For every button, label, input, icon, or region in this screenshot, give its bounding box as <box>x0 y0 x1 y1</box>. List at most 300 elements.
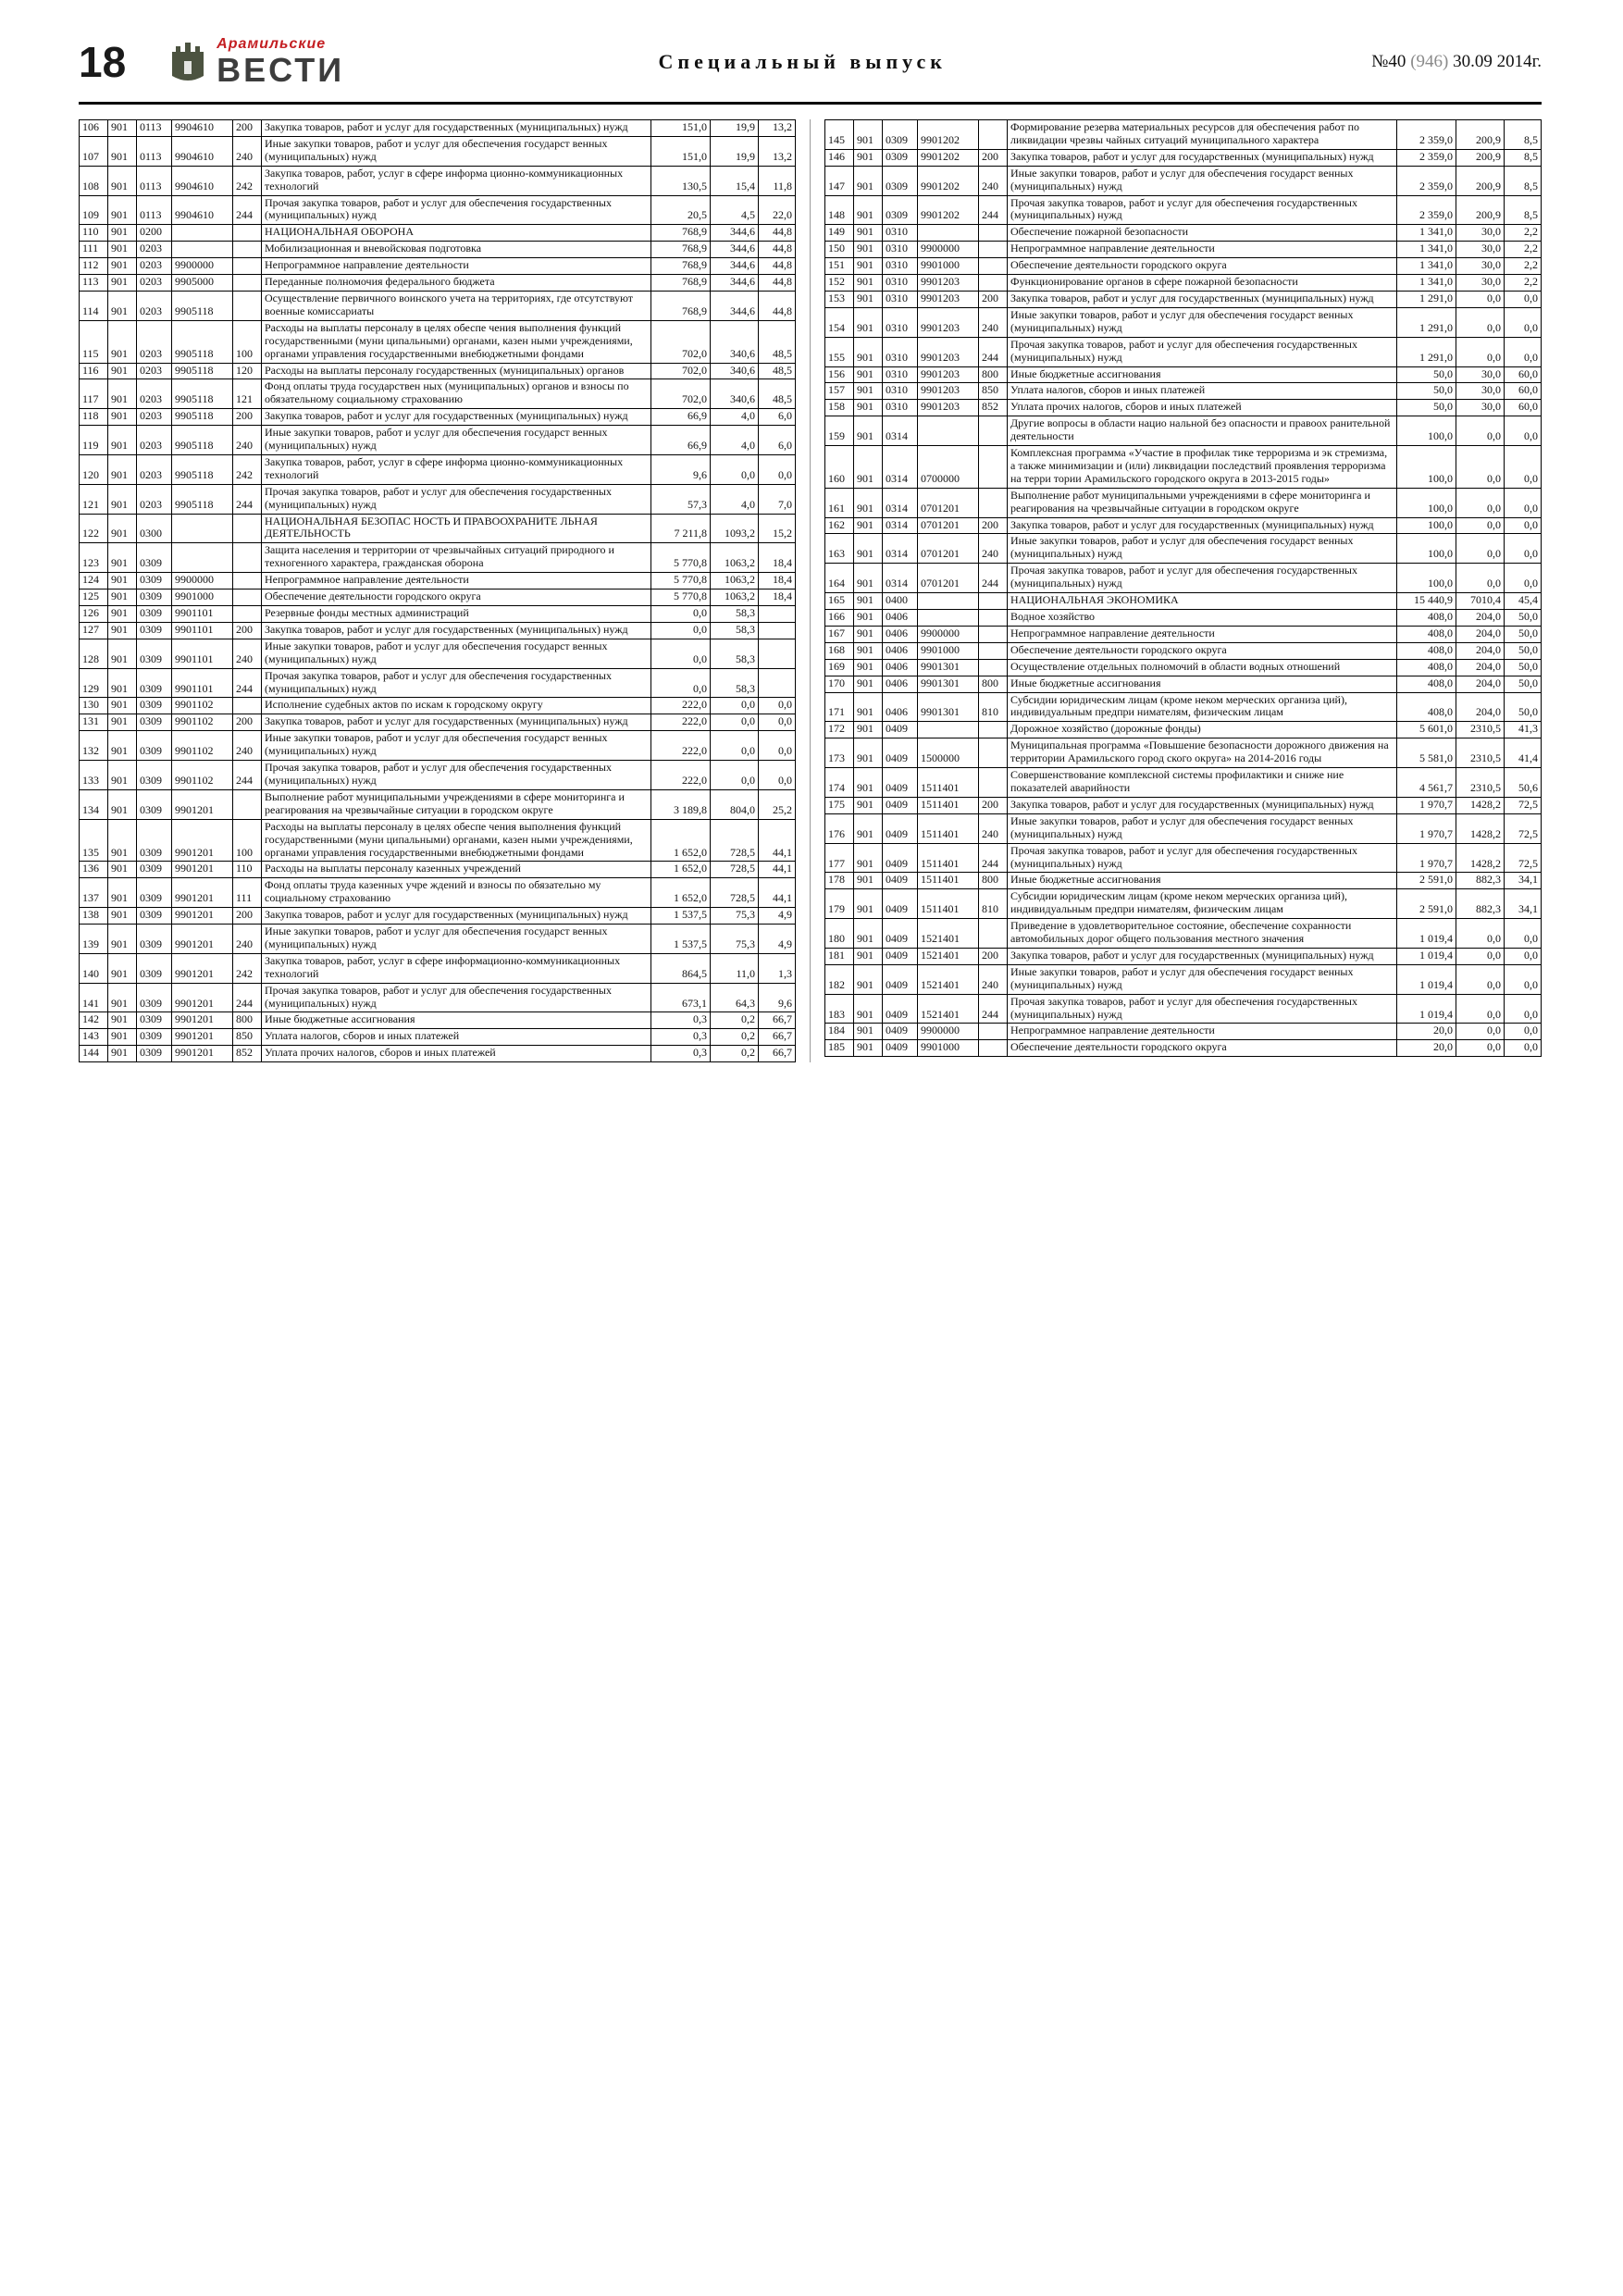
section-code-cell: 0309 <box>137 698 172 714</box>
plan-amount-cell: 100,0 <box>1397 564 1456 593</box>
grbs-code-cell: 901 <box>108 225 137 242</box>
percent-cell: 11,8 <box>759 166 796 195</box>
row-number-cell: 139 <box>80 925 108 954</box>
executed-amount-cell: 204,0 <box>1456 659 1505 676</box>
target-article-cell <box>172 543 233 573</box>
executed-amount-cell: 0,0 <box>1456 994 1505 1024</box>
section-code-cell: 0314 <box>883 416 918 446</box>
table-row <box>825 768 1542 798</box>
grbs-code-cell: 901 <box>854 964 883 994</box>
table-row <box>80 543 796 573</box>
plan-amount-cell: 2 359,0 <box>1397 166 1456 195</box>
expense-type-cell: 120 <box>233 363 262 379</box>
grbs-code-cell: 901 <box>854 275 883 292</box>
percent-cell: 2,2 <box>1505 275 1542 292</box>
table-row <box>825 642 1542 659</box>
table-row <box>825 166 1542 195</box>
name-cell: Резервные фонды местных администраций <box>262 606 651 623</box>
row-number-cell: 136 <box>80 862 108 878</box>
expense-type-cell <box>979 593 1008 610</box>
table-row <box>825 738 1542 768</box>
row-number-cell: 130 <box>80 698 108 714</box>
row-number-cell: 133 <box>80 761 108 790</box>
expense-type-cell: 200 <box>233 908 262 925</box>
target-article-cell: 9901000 <box>918 258 979 275</box>
grbs-code-cell: 901 <box>108 789 137 819</box>
name-cell: Закупка товаров, работ и услуг для государственных (муниципальных) нужд <box>1008 517 1397 534</box>
percent-cell: 50,0 <box>1505 626 1542 642</box>
executed-amount-cell: 200,9 <box>1456 166 1505 195</box>
section-code-cell: 0310 <box>883 383 918 400</box>
table-row <box>825 1024 1542 1040</box>
expense-type-cell: 200 <box>979 149 1008 166</box>
grbs-code-cell: 901 <box>108 953 137 983</box>
percent-cell: 60,0 <box>1505 383 1542 400</box>
grbs-code-cell: 901 <box>108 1046 137 1062</box>
grbs-code-cell: 901 <box>108 878 137 908</box>
target-article-cell: 9901203 <box>918 366 979 383</box>
expense-type-cell: 240 <box>979 813 1008 843</box>
row-number-cell: 145 <box>825 120 854 150</box>
section-code-cell: 0309 <box>137 1029 172 1046</box>
table-row <box>825 994 1542 1024</box>
row-number-cell: 134 <box>80 789 108 819</box>
section-code-cell: 0309 <box>137 1012 172 1029</box>
target-article-cell: 9900000 <box>918 242 979 258</box>
table-row <box>80 878 796 908</box>
target-article-cell: 1521401 <box>918 964 979 994</box>
executed-amount-cell: 4,0 <box>711 484 759 514</box>
plan-amount-cell: 20,5 <box>651 195 711 225</box>
grbs-code-cell: 901 <box>108 426 137 455</box>
row-number-cell: 147 <box>825 166 854 195</box>
plan-amount-cell: 673,1 <box>651 983 711 1012</box>
executed-amount-cell: 0,0 <box>1456 948 1505 964</box>
expense-type-cell: 100 <box>233 819 262 862</box>
expense-type-cell: 121 <box>233 379 262 409</box>
plan-amount-cell: 100,0 <box>1397 446 1456 489</box>
percent-cell: 0,0 <box>1505 517 1542 534</box>
executed-amount-cell: 4,0 <box>711 409 759 426</box>
target-article-cell: 9901201 <box>172 1029 233 1046</box>
executed-amount-cell: 1428,2 <box>1456 813 1505 843</box>
name-cell: Прочая закупка товаров, работ и услуг для обеспечения государственных (муниципальных) нужд <box>1008 195 1397 225</box>
plan-amount-cell: 100,0 <box>1397 416 1456 446</box>
name-cell: Непрограммное направление деятельности <box>262 258 651 275</box>
table-row <box>825 919 1542 949</box>
section-code-cell: 0309 <box>137 983 172 1012</box>
section-code-cell: 0203 <box>137 454 172 484</box>
row-number-cell: 182 <box>825 964 854 994</box>
expense-type-cell: 244 <box>979 564 1008 593</box>
percent-cell: 50,6 <box>1505 768 1542 798</box>
executed-amount-cell: 19,9 <box>711 120 759 137</box>
section-code-cell: 0310 <box>883 400 918 416</box>
expense-type-cell <box>233 789 262 819</box>
row-number-cell: 173 <box>825 738 854 768</box>
plan-amount-cell: 1 291,0 <box>1397 291 1456 307</box>
section-code-cell: 0309 <box>137 878 172 908</box>
target-article-cell: 1511401 <box>918 797 979 813</box>
name-cell: Совершенствование комплексной системы профилактики и сниже ние показателей аварийности <box>1008 768 1397 798</box>
grbs-code-cell: 901 <box>854 258 883 275</box>
percent-cell: 50,0 <box>1505 676 1542 692</box>
grbs-code-cell: 901 <box>108 668 137 698</box>
name-cell: Выполнение работ муниципальными учреждениями в сфере мониторинга и реагирования на чрезвычайные ситуации в городском округе <box>262 789 651 819</box>
name-cell: Обеспечение деятельности городского округа <box>1008 642 1397 659</box>
name-cell: Закупка товаров, работ, услуг в сфере информа ционно-коммуникационных технологий <box>262 166 651 195</box>
table-row <box>825 1040 1542 1057</box>
section-code-cell: 0309 <box>883 195 918 225</box>
percent-cell: 72,5 <box>1505 843 1542 873</box>
target-article-cell: 9900000 <box>172 258 233 275</box>
expense-type-cell <box>979 242 1008 258</box>
executed-amount-cell: 4,0 <box>711 426 759 455</box>
executed-amount-cell: 340,6 <box>711 379 759 409</box>
plan-amount-cell: 1 291,0 <box>1397 337 1456 366</box>
table-row <box>825 593 1542 610</box>
town-crest-icon <box>168 39 207 85</box>
row-number-cell: 117 <box>80 379 108 409</box>
row-number-cell: 128 <box>80 639 108 668</box>
percent-cell: 0,0 <box>1505 534 1542 564</box>
executed-amount-cell: 19,9 <box>711 136 759 166</box>
target-article-cell: 9905000 <box>172 275 233 292</box>
percent-cell: 72,5 <box>1505 813 1542 843</box>
table-row <box>80 195 796 225</box>
section-code-cell: 0406 <box>883 610 918 627</box>
plan-amount-cell: 2 591,0 <box>1397 889 1456 919</box>
executed-amount-cell: 1093,2 <box>711 514 759 543</box>
executed-amount-cell: 200,9 <box>1456 195 1505 225</box>
executed-amount-cell: 58,3 <box>711 639 759 668</box>
row-number-cell: 132 <box>80 731 108 761</box>
right-column <box>824 119 1542 1057</box>
table-row <box>825 564 1542 593</box>
table-row <box>825 337 1542 366</box>
section-code-cell: 0409 <box>883 768 918 798</box>
row-number-cell: 123 <box>80 543 108 573</box>
row-number-cell: 115 <box>80 320 108 363</box>
name-cell: Обеспечение деятельности городского округа <box>1008 258 1397 275</box>
expense-type-cell <box>233 225 262 242</box>
target-article-cell: 9901202 <box>918 149 979 166</box>
column-divider <box>810 119 811 1062</box>
table-row <box>80 862 796 878</box>
section-code-cell: 0409 <box>883 722 918 738</box>
row-number-cell: 166 <box>825 610 854 627</box>
expense-type-cell: 242 <box>233 166 262 195</box>
target-article-cell <box>918 416 979 446</box>
executed-amount-cell: 58,3 <box>711 668 759 698</box>
target-article-cell: 0700000 <box>918 446 979 489</box>
target-article-cell: 1500000 <box>918 738 979 768</box>
target-article-cell: 9901301 <box>918 692 979 722</box>
name-cell: Обеспечение деятельности городского округа <box>1008 1040 1397 1057</box>
section-code-cell: 0203 <box>137 320 172 363</box>
section-code-cell: 0406 <box>883 626 918 642</box>
grbs-code-cell: 901 <box>854 225 883 242</box>
plan-amount-cell: 0,3 <box>651 1029 711 1046</box>
executed-amount-cell: 0,0 <box>1456 517 1505 534</box>
target-article-cell: 1521401 <box>918 948 979 964</box>
target-article-cell: 9901202 <box>918 120 979 150</box>
budget-table-right <box>824 119 1542 1057</box>
section-code-cell: 0203 <box>137 409 172 426</box>
left-column <box>79 119 796 1062</box>
row-number-cell: 135 <box>80 819 108 862</box>
plan-amount-cell: 100,0 <box>1397 517 1456 534</box>
grbs-code-cell: 901 <box>108 622 137 639</box>
percent-cell: 0,0 <box>1505 948 1542 964</box>
target-article-cell: 9901101 <box>172 622 233 639</box>
grbs-code-cell: 901 <box>854 797 883 813</box>
percent-cell: 44,1 <box>759 878 796 908</box>
plan-amount-cell: 768,9 <box>651 258 711 275</box>
row-number-cell: 185 <box>825 1040 854 1057</box>
section-code-cell: 0309 <box>137 606 172 623</box>
name-cell: Переданные полномочия федерального бюджета <box>262 275 651 292</box>
table-row <box>825 873 1542 889</box>
plan-amount-cell: 1 652,0 <box>651 862 711 878</box>
target-article-cell: 9901201 <box>172 819 233 862</box>
section-code-cell: 0309 <box>137 731 172 761</box>
percent-cell: 72,5 <box>1505 797 1542 813</box>
name-cell: Прочая закупка товаров, работ и услуг для обеспечения государственных (муниципальных) нужд <box>262 195 651 225</box>
plan-amount-cell: 50,0 <box>1397 383 1456 400</box>
plan-amount-cell: 4 561,7 <box>1397 768 1456 798</box>
table-row <box>825 242 1542 258</box>
name-cell: Прочая закупка товаров, работ и услуг для обеспечения государственных (муниципальных) нужд <box>262 668 651 698</box>
table-row <box>80 1012 796 1029</box>
name-cell: Обеспечение деятельности городского округа <box>262 590 651 606</box>
executed-amount-cell: 58,3 <box>711 606 759 623</box>
grbs-code-cell: 901 <box>854 534 883 564</box>
target-article-cell: 9901201 <box>172 908 233 925</box>
plan-amount-cell: 1 019,4 <box>1397 964 1456 994</box>
plan-amount-cell: 1 970,7 <box>1397 797 1456 813</box>
section-code-cell: 0309 <box>137 714 172 731</box>
target-article-cell: 1511401 <box>918 873 979 889</box>
table-row <box>825 416 1542 446</box>
plan-amount-cell: 222,0 <box>651 698 711 714</box>
executed-amount-cell: 0,0 <box>1456 488 1505 517</box>
row-number-cell: 177 <box>825 843 854 873</box>
row-number-cell: 170 <box>825 676 854 692</box>
expense-type-cell: 200 <box>979 948 1008 964</box>
percent-cell: 2,2 <box>1505 225 1542 242</box>
page-header <box>79 28 1542 96</box>
percent-cell: 8,5 <box>1505 166 1542 195</box>
executed-amount-cell: 728,5 <box>711 862 759 878</box>
grbs-code-cell: 901 <box>108 639 137 668</box>
plan-amount-cell: 864,5 <box>651 953 711 983</box>
table-row <box>80 320 796 363</box>
name-cell: Иные закупки товаров, работ и услуг для обеспечения государст венных (муниципальных) нужд <box>1008 964 1397 994</box>
percent-cell: 0,0 <box>1505 1040 1542 1057</box>
section-code-cell: 0203 <box>137 363 172 379</box>
grbs-code-cell: 901 <box>108 983 137 1012</box>
row-number-cell: 120 <box>80 454 108 484</box>
table-row <box>80 136 796 166</box>
name-cell: Другие вопросы в области нацио нальной без опасности и правоох ранительной деятельности <box>1008 416 1397 446</box>
executed-amount-cell: 75,3 <box>711 908 759 925</box>
table-row <box>80 291 796 320</box>
name-cell: Прочая закупка товаров, работ и услуг для обеспечения государственных (муниципальных) нужд <box>262 983 651 1012</box>
section-code-cell: 0203 <box>137 291 172 320</box>
row-number-cell: 183 <box>825 994 854 1024</box>
executed-amount-cell: 0,0 <box>1456 337 1505 366</box>
grbs-code-cell: 901 <box>108 573 137 590</box>
plan-amount-cell: 100,0 <box>1397 488 1456 517</box>
grbs-code-cell: 901 <box>854 722 883 738</box>
table-row <box>825 948 1542 964</box>
executed-amount-cell: 344,6 <box>711 275 759 292</box>
row-number-cell: 140 <box>80 953 108 983</box>
plan-amount-cell: 222,0 <box>651 761 711 790</box>
table-row <box>80 454 796 484</box>
percent-cell: 50,0 <box>1505 659 1542 676</box>
name-cell: Иные закупки товаров, работ и услуг для обеспечения государст венных (муниципальных) нужд <box>262 925 651 954</box>
table-row <box>825 383 1542 400</box>
name-cell: Уплата прочих налогов, сборов и иных платежей <box>1008 400 1397 416</box>
section-code-cell: 0409 <box>883 994 918 1024</box>
executed-amount-cell: 0,0 <box>1456 564 1505 593</box>
expense-type-cell <box>233 573 262 590</box>
name-cell: Закупка товаров, работ и услуг для государственных (муниципальных) нужд <box>262 908 651 925</box>
name-cell: Закупка товаров, работ и услуг для государственных (муниципальных) нужд <box>262 120 651 137</box>
executed-amount-cell: 2310,5 <box>1456 738 1505 768</box>
table-row <box>825 258 1542 275</box>
executed-amount-cell: 2310,5 <box>1456 722 1505 738</box>
name-cell: Уплата налогов, сборов и иных платежей <box>1008 383 1397 400</box>
percent-cell <box>759 606 796 623</box>
executed-amount-cell: 344,6 <box>711 258 759 275</box>
expense-type-cell: 850 <box>233 1029 262 1046</box>
executed-amount-cell: 882,3 <box>1456 873 1505 889</box>
target-article-cell: 1511401 <box>918 813 979 843</box>
table-row <box>825 659 1542 676</box>
executed-amount-cell: 30,0 <box>1456 225 1505 242</box>
grbs-code-cell: 901 <box>854 366 883 383</box>
plan-amount-cell: 57,3 <box>651 484 711 514</box>
plan-amount-cell: 0,3 <box>651 1012 711 1029</box>
target-article-cell: 9901203 <box>918 291 979 307</box>
section-code-cell: 0409 <box>883 1024 918 1040</box>
row-number-cell: 109 <box>80 195 108 225</box>
name-cell: Расходы на выплаты персоналу казенных учреждений <box>262 862 651 878</box>
row-number-cell: 122 <box>80 514 108 543</box>
section-code-cell: 0113 <box>137 136 172 166</box>
expense-type-cell <box>233 258 262 275</box>
issue-info <box>1371 52 1542 72</box>
name-cell: Иные закупки товаров, работ и услуг для обеспечения государст венных (муниципальных) нужд <box>262 136 651 166</box>
percent-cell: 18,4 <box>759 590 796 606</box>
name-cell: Комплексная программа «Участие в профилак тике терроризма и эк стремизма, а также минимизации и (или) ликвидации последствий проявления терроризма на терри тории Арамильского городского округа в 2013-2015 годы» <box>1008 446 1397 489</box>
executed-amount-cell: 204,0 <box>1456 692 1505 722</box>
grbs-code-cell: 901 <box>854 120 883 150</box>
target-article-cell: 9900000 <box>172 573 233 590</box>
name-cell: Прочая закупка товаров, работ и услуг для обеспечения государственных (муниципальных) нужд <box>262 761 651 790</box>
table-row <box>80 1046 796 1062</box>
plan-amount-cell: 768,9 <box>651 291 711 320</box>
section-code-cell: 0309 <box>137 761 172 790</box>
section-code-cell: 0309 <box>137 590 172 606</box>
grbs-code-cell: 901 <box>108 514 137 543</box>
row-number-cell: 165 <box>825 593 854 610</box>
percent-cell <box>759 668 796 698</box>
target-article-cell: 9901201 <box>172 983 233 1012</box>
percent-cell: 4,9 <box>759 908 796 925</box>
section-code-cell: 0409 <box>883 919 918 949</box>
expense-type-cell <box>979 120 1008 150</box>
name-cell: Прочая закупка товаров, работ и услуг для обеспечения государственных (муниципальных) нужд <box>1008 337 1397 366</box>
target-article-cell: 1511401 <box>918 843 979 873</box>
section-code-cell: 0300 <box>137 514 172 543</box>
name-cell: Функционирование органов в сфере пожарной безопасности <box>1008 275 1397 292</box>
table-row <box>825 275 1542 292</box>
grbs-code-cell: 901 <box>108 908 137 925</box>
plan-amount-cell: 0,0 <box>651 622 711 639</box>
name-cell: Обеспечение пожарной безопасности <box>1008 225 1397 242</box>
executed-amount-cell: 0,0 <box>1456 964 1505 994</box>
grbs-code-cell: 901 <box>108 1012 137 1029</box>
table-row <box>80 731 796 761</box>
percent-cell: 4,9 <box>759 925 796 954</box>
plan-amount-cell: 1 019,4 <box>1397 994 1456 1024</box>
target-article-cell: 0701201 <box>918 488 979 517</box>
executed-amount-cell: 882,3 <box>1456 889 1505 919</box>
table-row <box>80 983 796 1012</box>
plan-amount-cell: 768,9 <box>651 275 711 292</box>
table-row <box>825 195 1542 225</box>
executed-amount-cell: 0,0 <box>1456 446 1505 489</box>
executed-amount-cell: 30,0 <box>1456 400 1505 416</box>
row-number-cell: 137 <box>80 878 108 908</box>
name-cell: Расходы на выплаты персоналу в целях обеспе чения выполнения функций государственными (муни ципальными) органами, казен ными учреждениями, органами управления государственными внебюджетными фондами <box>262 320 651 363</box>
plan-amount-cell: 408,0 <box>1397 659 1456 676</box>
percent-cell: 0,0 <box>759 454 796 484</box>
row-number-cell: 160 <box>825 446 854 489</box>
row-number-cell: 176 <box>825 813 854 843</box>
target-article-cell: 1511401 <box>918 889 979 919</box>
section-code-cell: 0409 <box>883 813 918 843</box>
expense-type-cell <box>979 659 1008 676</box>
executed-amount-cell: 340,6 <box>711 320 759 363</box>
section-code-cell: 0314 <box>883 446 918 489</box>
grbs-code-cell: 901 <box>854 919 883 949</box>
table-row <box>825 843 1542 873</box>
expense-type-cell: 810 <box>979 692 1008 722</box>
executed-amount-cell: 0,0 <box>1456 534 1505 564</box>
target-article-cell <box>918 225 979 242</box>
plan-amount-cell: 20,0 <box>1397 1024 1456 1040</box>
row-number-cell: 131 <box>80 714 108 731</box>
percent-cell: 44,1 <box>759 862 796 878</box>
target-article-cell: 9901201 <box>172 1046 233 1062</box>
table-row <box>80 426 796 455</box>
target-article-cell: 9905118 <box>172 379 233 409</box>
table-row <box>80 698 796 714</box>
target-article-cell: 9901203 <box>918 307 979 337</box>
executed-amount-cell: 0,0 <box>1456 291 1505 307</box>
plan-amount-cell: 100,0 <box>1397 534 1456 564</box>
target-article-cell <box>918 610 979 627</box>
section-code-cell: 0314 <box>883 564 918 593</box>
target-article-cell <box>172 225 233 242</box>
plan-amount-cell: 702,0 <box>651 363 711 379</box>
executed-amount-cell: 0,0 <box>1456 1024 1505 1040</box>
